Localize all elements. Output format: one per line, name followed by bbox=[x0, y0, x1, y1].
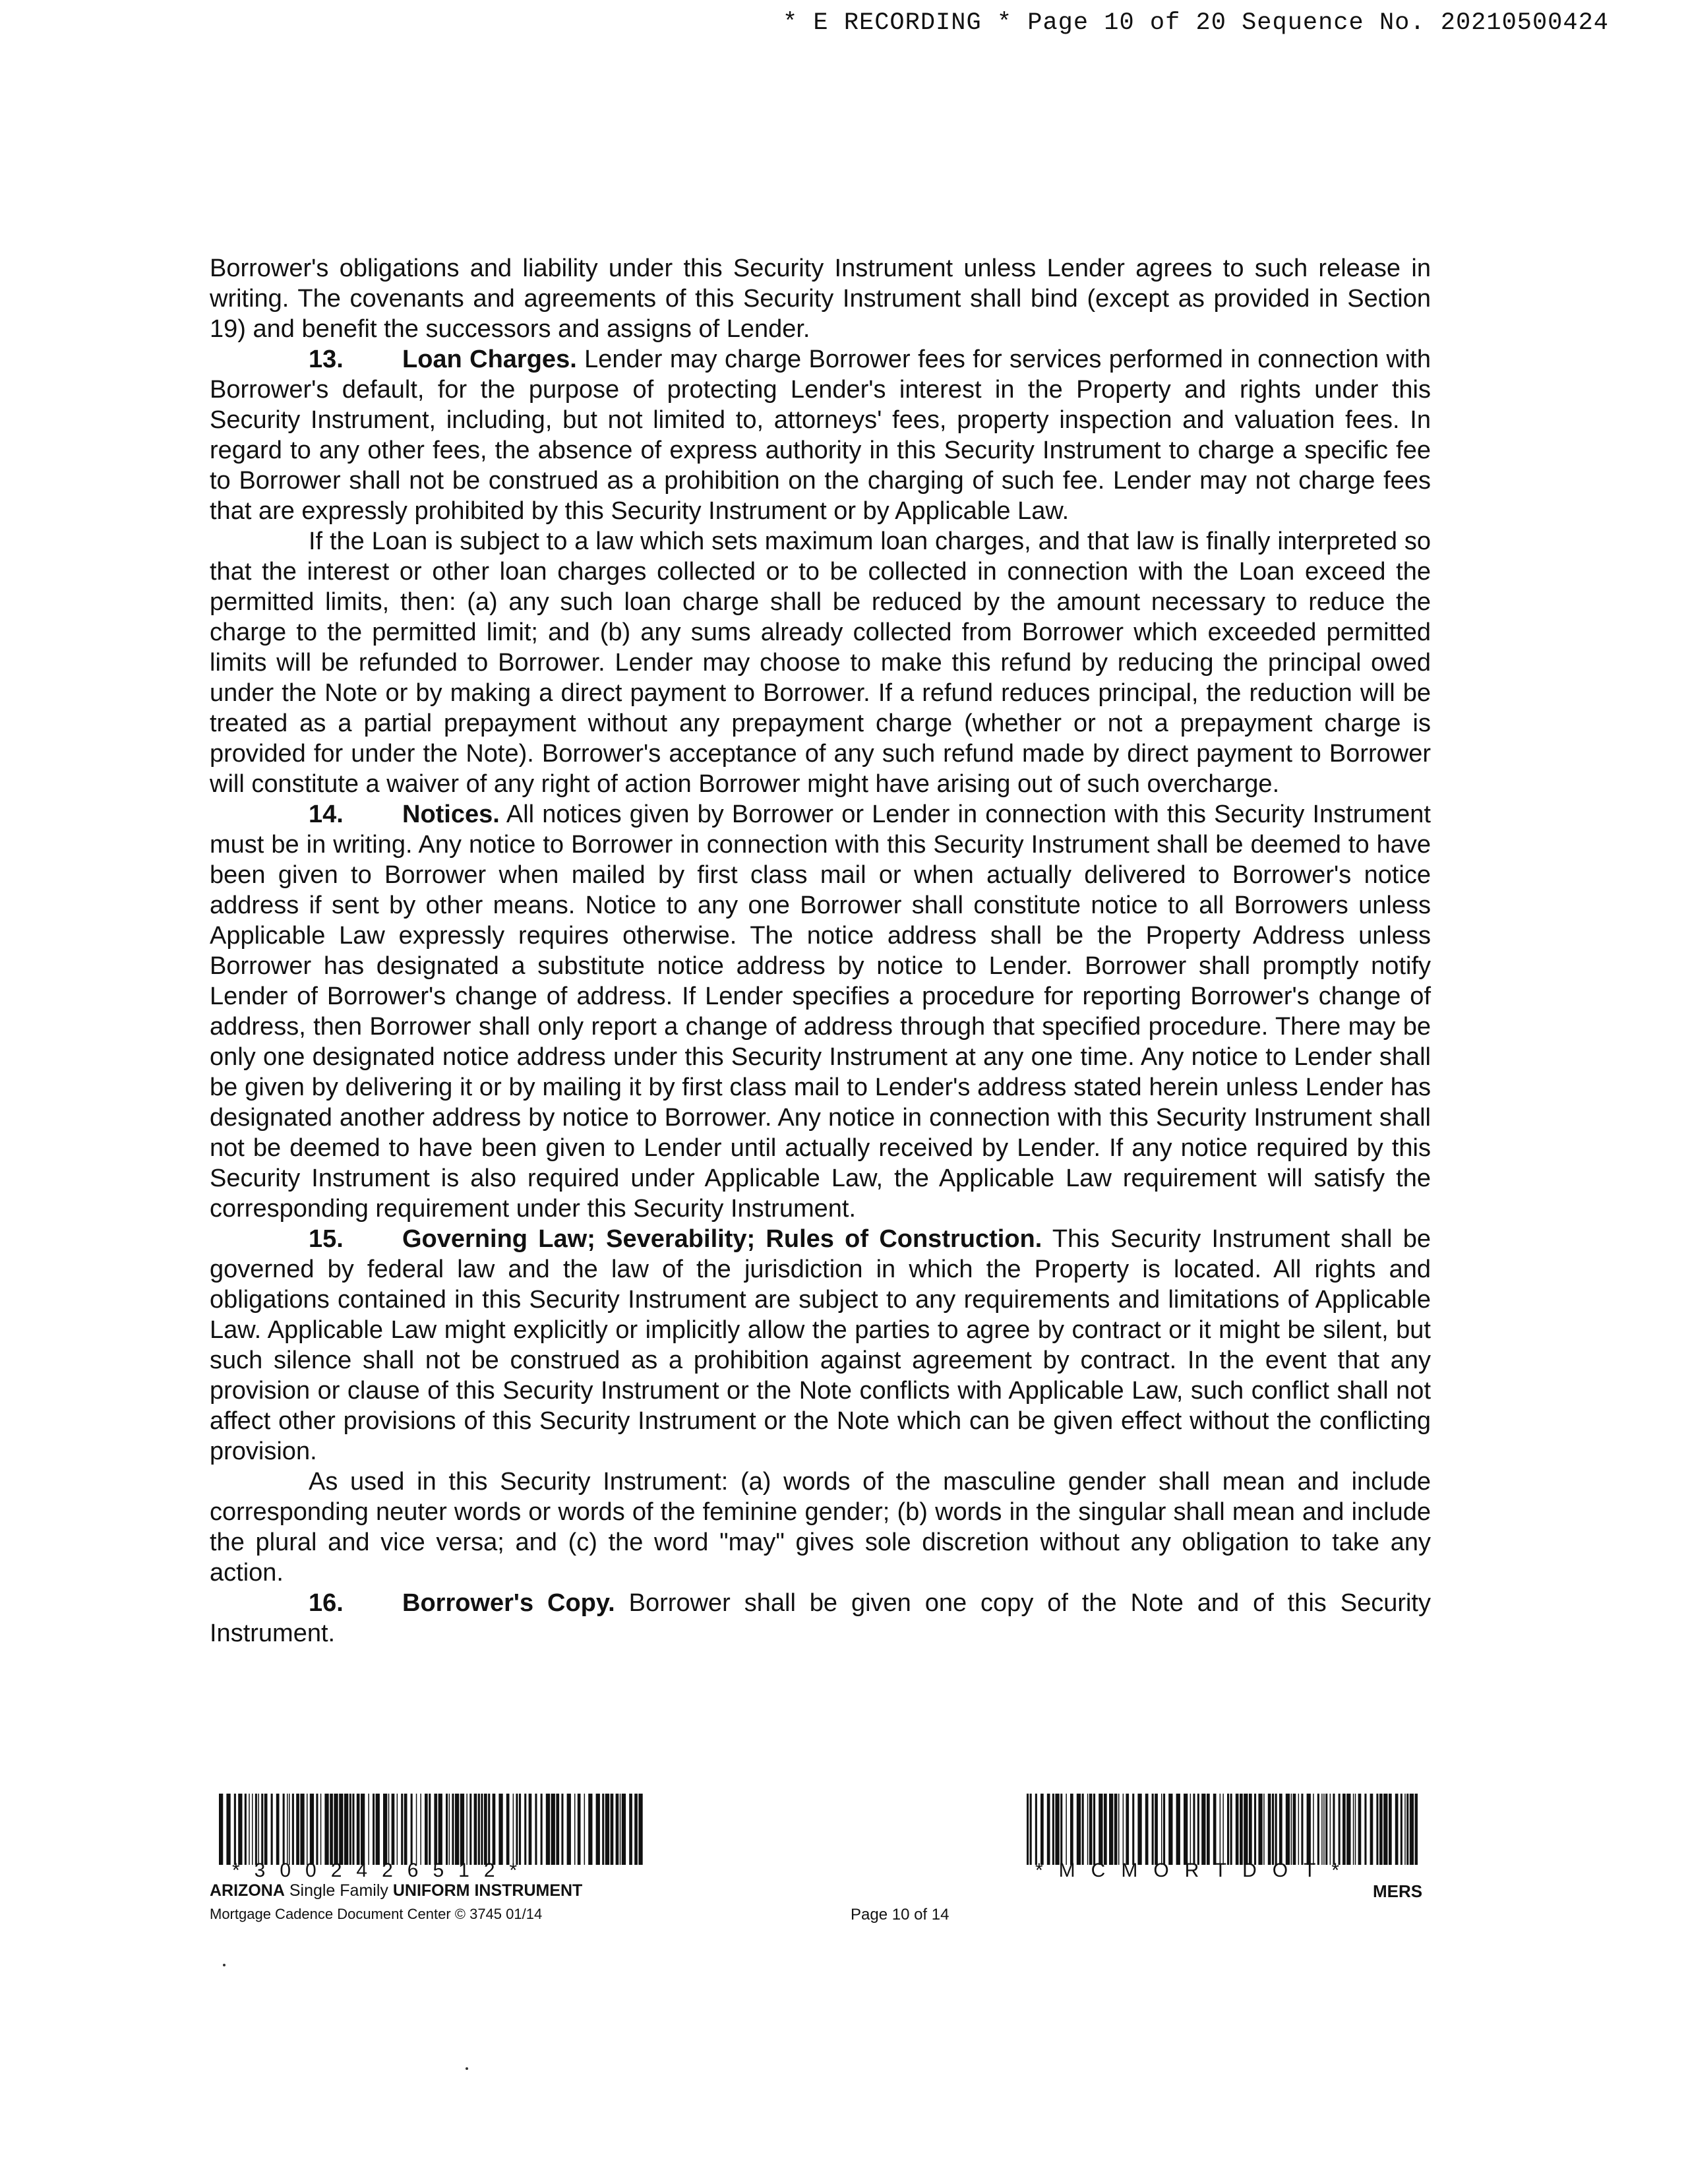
barcode-bar bbox=[1087, 1794, 1089, 1865]
section-text: Lender may charge Borrower fees for services performed in connection with Borrower's default, for the purpose of protecting Lender's interest in the Property and rights under this Security Instrument, including, but not limited to, attorneys' fees, property inspection and valuation fees. In regard to any other fees, the absence of express authority in this Security Instrument to charge a specific fee to Borrower shall not be construed as a prohibition on the charging of such fee. Lender may not charge fees that are expressly prohibited by this Security Instrument or by Applicable Law. bbox=[210, 346, 1431, 525]
barcode-bar bbox=[596, 1794, 600, 1865]
barcode-bar bbox=[1193, 1794, 1195, 1865]
barcode-bar bbox=[638, 1794, 642, 1865]
barcode-bar bbox=[416, 1794, 417, 1865]
barcode-bar bbox=[1415, 1794, 1418, 1865]
barcode-bar bbox=[629, 1794, 632, 1865]
barcode-bar bbox=[271, 1794, 273, 1865]
section-number: 13. bbox=[309, 346, 344, 373]
barcode-bar bbox=[1027, 1794, 1029, 1865]
barcode-bar bbox=[397, 1794, 398, 1865]
barcode-bar bbox=[529, 1794, 532, 1865]
barcode-bar bbox=[361, 1794, 365, 1865]
document-barcode bbox=[218, 1794, 646, 1865]
barcode-bar bbox=[310, 1794, 314, 1865]
barcode-bar bbox=[401, 1794, 403, 1865]
barcode-bar bbox=[1317, 1794, 1319, 1865]
barcode-bar bbox=[1168, 1794, 1172, 1865]
barcode-bar bbox=[1114, 1794, 1118, 1865]
section-15 bbox=[210, 1224, 1431, 1467]
barcode-bar bbox=[1118, 1794, 1120, 1865]
barcode-bar bbox=[316, 1794, 318, 1865]
barcode-bar bbox=[1030, 1794, 1032, 1865]
barcode-bar bbox=[373, 1794, 375, 1865]
barcode-bar bbox=[1355, 1794, 1356, 1865]
barcode-bar bbox=[546, 1794, 550, 1865]
form-title bbox=[210, 1881, 582, 1900]
barcode-bar bbox=[1370, 1794, 1373, 1865]
barcode-bar bbox=[524, 1794, 526, 1865]
barcode-bar bbox=[616, 1794, 619, 1865]
form-type: Single Family bbox=[284, 1881, 393, 1900]
barcode-bar bbox=[519, 1794, 521, 1865]
barcode-bar bbox=[474, 1794, 477, 1865]
barcode-bar bbox=[1220, 1794, 1221, 1865]
barcode-bar bbox=[1201, 1794, 1205, 1865]
section-13 bbox=[210, 344, 1431, 526]
form-state: ARIZONA bbox=[210, 1881, 285, 1900]
barcode-bar bbox=[1190, 1794, 1191, 1865]
barcode-bar bbox=[602, 1794, 604, 1865]
barcode-bar bbox=[574, 1794, 576, 1865]
document-body bbox=[210, 253, 1431, 1649]
barcode-bar bbox=[1055, 1794, 1059, 1865]
barcode-bar bbox=[1070, 1794, 1073, 1865]
barcode-bar bbox=[1325, 1794, 1327, 1865]
barcode-bar bbox=[455, 1794, 459, 1865]
barcode-bar bbox=[1307, 1794, 1311, 1865]
barcode-bar bbox=[1137, 1794, 1141, 1865]
barcode-bar bbox=[469, 1794, 471, 1865]
barcode-bar bbox=[1222, 1794, 1224, 1865]
barcode-bar bbox=[411, 1794, 413, 1865]
scan-speck bbox=[223, 1964, 226, 1966]
section-number: 15. bbox=[309, 1225, 344, 1253]
barcode-bar bbox=[1035, 1794, 1037, 1865]
barcode-bar bbox=[438, 1794, 442, 1865]
barcode-bar bbox=[276, 1794, 280, 1865]
section-text: All notices given by Borrower or Lender in connection with this Security Instrument must be in writing. Any notice to Borrower in connection with this Security Instrument shall be deemed to have been given to Borrower when mailed by first class mail or when actually delivered to Borrower's notice address if sent by other means. Notice to any one Borrower shall constitute notice to all Borrowers unless Applicable Law expressly requires otherwise. The notice address shall be the Property Address unless Borrower has designated a substitute notice address by notice to Lender. Borrower shall promptly notify Lender of Borrower's change of address. If Lender specifies a procedure for reporting Borrower's change of address, then Borrower shall only report a change of address through that specified procedure. There may be only one designated notice address under this Security Instrument at any one time. Any notice to Lender shall be given by delivering it or by mailing it by first class mail to Lender's address stated herein unless Lender has designated another address by notice to Borrower. Any notice in connection with this Security Instrument shall not be deemed to have been given to Lender until actually received by Lender. If any notice required by this Security Instrument is also required under Applicable Law, the Applicable Law requirement will satisfy the corresponding requirement under this Security Instrument. bbox=[210, 801, 1431, 1223]
form-instrument: UNIFORM INSTRUMENT bbox=[392, 1881, 583, 1900]
barcode-bar bbox=[1155, 1794, 1158, 1865]
barcode-bar bbox=[1082, 1794, 1084, 1865]
barcode-bar bbox=[1213, 1794, 1217, 1865]
barcode-bar bbox=[1244, 1794, 1248, 1865]
barcode-bar bbox=[1236, 1794, 1239, 1865]
barcode-bar bbox=[226, 1794, 230, 1865]
barcode-bar bbox=[1293, 1794, 1296, 1865]
barcode-right-caption: *MCMORTDOT* bbox=[1035, 1860, 1356, 1881]
barcode-bar bbox=[551, 1794, 555, 1865]
barcode-bar bbox=[541, 1794, 543, 1865]
barcode-bar bbox=[446, 1794, 448, 1865]
barcode-bar bbox=[296, 1794, 299, 1865]
barcode-bar bbox=[368, 1794, 369, 1865]
section-16 bbox=[210, 1588, 1431, 1649]
barcode-bar bbox=[292, 1794, 294, 1865]
barcode-bar bbox=[488, 1794, 490, 1865]
section-text: Borrower shall be given one copy of the Note and of this Security Instrument. bbox=[210, 1589, 1431, 1647]
section-heading: Governing Law; Severability; Rules of Construction. bbox=[402, 1225, 1042, 1253]
barcode-bar bbox=[1184, 1794, 1188, 1865]
barcode-bar bbox=[1268, 1794, 1271, 1865]
barcode-bar bbox=[283, 1794, 285, 1865]
barcode-bar bbox=[219, 1794, 223, 1865]
section-heading: Loan Charges. bbox=[402, 346, 577, 373]
barcode-bar bbox=[344, 1794, 348, 1865]
barcode-bar bbox=[1279, 1794, 1282, 1865]
barcode-bar bbox=[1323, 1794, 1325, 1865]
barcode-bar bbox=[1286, 1794, 1290, 1865]
barcode-bar bbox=[513, 1794, 514, 1865]
barcode-bar bbox=[1291, 1794, 1292, 1865]
barcode-bar bbox=[320, 1794, 322, 1865]
section-14 bbox=[210, 799, 1431, 1224]
barcode-bar bbox=[1089, 1794, 1093, 1865]
barcode-bar bbox=[1364, 1794, 1366, 1865]
barcode-bar bbox=[611, 1794, 614, 1865]
barcode-bar bbox=[1132, 1794, 1134, 1865]
section-15-paragraph-2: As used in this Security Instrument: (a) words of the masculine gender shall mean and include corresponding neuter words or words of the feminine gender; (b) words in the singular shall mean and include the plural and vice versa; and (c) the word "may" gives sole discretion without any obligation to take any action. bbox=[210, 1468, 1431, 1587]
barcode-bar bbox=[634, 1794, 638, 1865]
barcode-bar bbox=[516, 1794, 518, 1865]
barcode-bar bbox=[620, 1794, 621, 1865]
barcode-bar bbox=[452, 1794, 454, 1865]
barcode-bar bbox=[1401, 1794, 1402, 1865]
barcode-bar bbox=[1339, 1794, 1341, 1865]
barcode-bar bbox=[1109, 1794, 1113, 1865]
barcode-bar bbox=[1330, 1794, 1331, 1865]
barcode-bar bbox=[255, 1794, 257, 1865]
barcode-bar bbox=[561, 1794, 563, 1865]
barcode-bar bbox=[1123, 1794, 1124, 1865]
barcode-bar bbox=[1342, 1794, 1346, 1865]
barcode-bar bbox=[1240, 1794, 1243, 1865]
barcode-bar bbox=[339, 1794, 343, 1865]
section-13-paragraph-2: If the Loan is subject to a law which sets maximum loan charges, and that law is finally interpreted so that the interest or other loan charges collected or to be collected in connection with the Loan exceed the permitted limits, then: (a) any such loan charge shall be reduced by the amount necessary to reduce the charge to the permitted limit; and (b) any sums already collected from Borrower which exceeded permitted limits will be refunded to Borrower. Lender may choose to make this refund by reducing the principal owed under the Note or by making a direct payment to Borrower. If a refund reduces principal, the reduction will be treated as a partial prepayment without any prepayment charge (whether or not a prepayment charge is provided for under the Note). Borrower's acceptance of any such refund made by direct payment to Borrower will constitute a waiver of any right of action Borrower might have arising out of such overcharge. bbox=[210, 528, 1431, 798]
page-number: Page 10 of 14 bbox=[851, 1906, 950, 1924]
recording-header: * E RECORDING * Page 10 of 20 Sequence No. 20210500424 bbox=[783, 9, 1609, 37]
barcode-bar bbox=[261, 1794, 263, 1865]
barcode-bar bbox=[1376, 1794, 1378, 1865]
barcode-bar bbox=[1145, 1794, 1149, 1865]
barcode-bar bbox=[1077, 1794, 1081, 1865]
barcode-bar bbox=[1358, 1794, 1362, 1865]
barcode-bar bbox=[1254, 1794, 1256, 1865]
barcode-bar bbox=[425, 1794, 428, 1865]
barcode-bar bbox=[535, 1794, 537, 1865]
barcode-bar bbox=[1313, 1794, 1314, 1865]
barcode-bar bbox=[1379, 1794, 1383, 1865]
barcode-bar bbox=[1321, 1794, 1323, 1865]
barcode-bar bbox=[383, 1794, 387, 1865]
barcode-bar bbox=[330, 1794, 333, 1865]
barcode-bar bbox=[1353, 1794, 1354, 1865]
barcode-left-caption: *3002426512* bbox=[232, 1860, 532, 1881]
barcode-bar bbox=[245, 1794, 247, 1865]
barcode-bar bbox=[1052, 1794, 1054, 1865]
barcode-bar bbox=[1066, 1794, 1067, 1865]
barcode-bar bbox=[334, 1794, 338, 1865]
barcode-bar bbox=[1275, 1794, 1277, 1865]
barcode-bar bbox=[392, 1794, 395, 1865]
barcode-bar bbox=[1207, 1794, 1210, 1865]
barcode-bar bbox=[1047, 1794, 1050, 1865]
barcode-bar bbox=[1093, 1794, 1095, 1865]
section-number: 16. bbox=[309, 1589, 344, 1617]
barcode-bar bbox=[1227, 1794, 1229, 1865]
barcode-bar bbox=[493, 1794, 496, 1865]
barcode-bar bbox=[478, 1794, 480, 1865]
intro-paragraph: Borrower's obligations and liability under this Security Instrument unless Lender agrees to such release in writing. The covenants and agreements of this Security Instrument shall bind (except as provided in Section 19) and benefit the successors and assigns of Lender. bbox=[210, 255, 1431, 343]
barcode-bar bbox=[249, 1794, 250, 1865]
barcode-bar bbox=[1258, 1794, 1262, 1865]
barcode-bar bbox=[352, 1794, 354, 1865]
barcode-bar bbox=[1404, 1794, 1406, 1865]
barcode-bar bbox=[287, 1794, 288, 1865]
barcode-bar bbox=[1152, 1794, 1154, 1865]
barcode-bar bbox=[584, 1794, 586, 1865]
barcode-bar bbox=[264, 1794, 268, 1865]
barcode-bar bbox=[252, 1794, 253, 1865]
barcode-bar bbox=[1333, 1794, 1335, 1865]
barcode-bar bbox=[460, 1794, 464, 1865]
barcode-bar bbox=[1249, 1794, 1252, 1865]
barcode-bar bbox=[1104, 1794, 1107, 1865]
barcode-bar bbox=[1176, 1794, 1180, 1865]
barcode-bar bbox=[234, 1794, 236, 1865]
barcode-bar bbox=[1383, 1794, 1387, 1865]
barcode-bar bbox=[449, 1794, 450, 1865]
barcode-bar bbox=[578, 1794, 581, 1865]
barcode-bar bbox=[349, 1794, 351, 1865]
barcode-bar bbox=[357, 1794, 360, 1865]
barcode-bar bbox=[1272, 1794, 1274, 1865]
barcode-bar bbox=[1163, 1794, 1165, 1865]
barcode-bar bbox=[567, 1794, 571, 1865]
barcode-bar bbox=[1410, 1794, 1414, 1865]
barcode-bar bbox=[404, 1794, 407, 1865]
barcode-bar bbox=[506, 1794, 510, 1865]
barcode-bar bbox=[556, 1794, 559, 1865]
barcode-bar bbox=[307, 1794, 308, 1865]
barcode-bar bbox=[622, 1794, 626, 1865]
barcode-bar bbox=[420, 1794, 421, 1865]
barcode-bar bbox=[324, 1794, 328, 1865]
barcode-bar bbox=[300, 1794, 304, 1865]
barcode-bar bbox=[466, 1794, 467, 1865]
barcode-bar bbox=[484, 1794, 487, 1865]
barcode-bar bbox=[588, 1794, 592, 1865]
barcode-bar bbox=[376, 1794, 380, 1865]
section-number: 14. bbox=[309, 801, 344, 828]
form-source: Mortgage Cadence Document Center © 3745 01/14 bbox=[210, 1906, 543, 1922]
barcode-bar bbox=[1298, 1794, 1300, 1865]
barcode-bar bbox=[1060, 1794, 1062, 1865]
barcode-bar bbox=[1406, 1794, 1408, 1865]
barcode-bar bbox=[1230, 1794, 1232, 1865]
barcode-bar bbox=[1389, 1794, 1392, 1865]
barcode-bar bbox=[434, 1794, 437, 1865]
barcode-bar bbox=[1263, 1794, 1265, 1865]
barcode-bar bbox=[1197, 1794, 1199, 1865]
barcode-bar bbox=[289, 1794, 290, 1865]
section-heading: Borrower's Copy. bbox=[402, 1589, 615, 1617]
mers-label: MERS bbox=[1373, 1881, 1423, 1901]
barcode-bar bbox=[1301, 1794, 1303, 1865]
barcode-bar bbox=[498, 1794, 502, 1865]
barcode-bar bbox=[388, 1794, 390, 1865]
section-text: This Security Instrument shall be governed by federal law and the law of the jurisdiction in which the Property is located. All rights and obligations contained in this Security Instrument are subject to any requirements and limitations of Applicable Law. Applicable Law might explicitly or implicitly allow the parties to agree by contract or it might be silent, but such silence shall not be construed as a prohibition against agreement by contract. In the event that any provision or clause of this Security Instrument or the Note conflicts with Applicable Law, such conflict shall not affect other provisions of this Security Instrument or the Note which can be given effect without the conflicting provision. bbox=[210, 1225, 1432, 1465]
barcode-bar bbox=[1395, 1794, 1399, 1865]
section-heading: Notices. bbox=[402, 801, 500, 828]
barcode-bar bbox=[429, 1794, 431, 1865]
barcode-bar bbox=[1346, 1794, 1350, 1865]
barcode-bar bbox=[238, 1794, 242, 1865]
barcode-bar bbox=[258, 1794, 259, 1865]
barcode-bar bbox=[1040, 1794, 1044, 1865]
barcode-bar bbox=[481, 1794, 483, 1865]
barcode-bar bbox=[605, 1794, 609, 1865]
barcode-bar bbox=[1099, 1794, 1102, 1865]
barcode-bar bbox=[1126, 1794, 1129, 1865]
barcode-bar bbox=[1161, 1794, 1162, 1865]
mers-barcode bbox=[1025, 1794, 1418, 1865]
scan-speck bbox=[466, 2067, 468, 2070]
